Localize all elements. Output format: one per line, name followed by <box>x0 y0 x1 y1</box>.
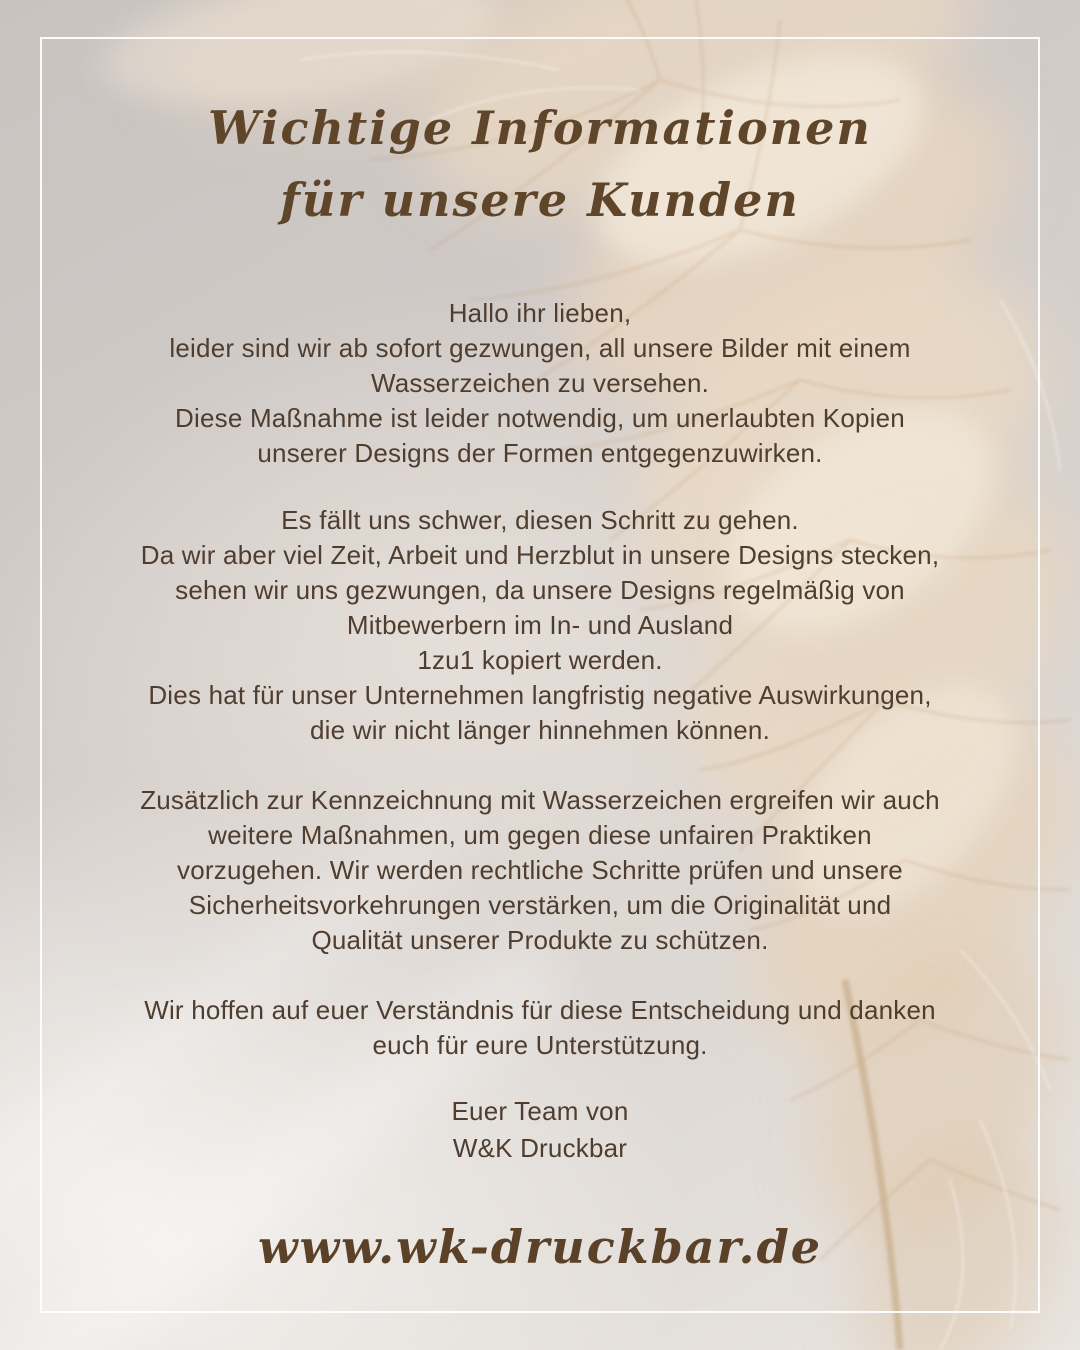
text-line: sehen wir uns gezwungen, da unsere Designs regelmäßig von <box>175 575 905 605</box>
text-line: Es fällt uns schwer, diesen Schritt zu gehen. <box>281 505 799 535</box>
text-line: Dies hat für unser Unternehmen langfristig negative Auswirkungen, <box>148 680 932 710</box>
page-title <box>90 92 990 236</box>
text-line: Zusätzlich zur Kennzeichnung mit Wasserzeichen ergreifen wir auch <box>140 785 940 815</box>
text-line: Diese Maßnahme ist leider notwendig, um unerlaubten Kopien <box>175 403 905 433</box>
text-line: euch für eure Unterstützung. <box>372 1030 708 1060</box>
text-line: W&K Druckbar <box>452 1133 628 1163</box>
text-line: 1zu1 kopiert werden. <box>417 645 663 675</box>
text-line: Wir hoffen auf euer Verständnis für diese Entscheidung und danken <box>144 995 936 1025</box>
title-line-1: Wichtige Informationen <box>208 101 872 155</box>
text-line: Da wir aber viel Zeit, Arbeit und Herzblut in unsere Designs stecken, <box>140 540 940 570</box>
text-line: Hallo ihr lieben, <box>448 298 632 328</box>
text-line: Sicherheitsvorkehrungen verstärken, um die Originalität und <box>188 890 892 920</box>
text-line: die wir nicht länger hinnehmen können. <box>310 715 770 745</box>
title-line-2: für unsere Kunden <box>280 173 800 227</box>
text-line: unserer Designs der Formen entgegenzuwirken. <box>257 438 823 468</box>
text-line: Wasserzeichen zu versehen. <box>370 368 710 398</box>
paragraph-thanks <box>100 993 980 1063</box>
text-line: weitere Maßnahmen, um gegen diese unfairen Praktiken <box>208 820 872 850</box>
text-line: Mitbewerbern im In- und Ausland <box>346 610 734 640</box>
paragraph-watermark-announcement <box>100 296 980 471</box>
website-url: www.wk-druckbar.de <box>257 1220 823 1274</box>
paragraph-reasoning <box>100 503 980 748</box>
text-line: Euer Team von <box>451 1096 629 1126</box>
text-line: Qualität unserer Produkte zu schützen. <box>311 925 769 955</box>
paragraph-additional-measures <box>100 783 980 958</box>
text-line: leider sind wir ab sofort gezwungen, all unsere Bilder mit einem <box>169 333 911 363</box>
text-line: vorzugehen. Wir werden rechtliche Schritte prüfen und unsere <box>177 855 903 885</box>
signature <box>100 1093 980 1167</box>
